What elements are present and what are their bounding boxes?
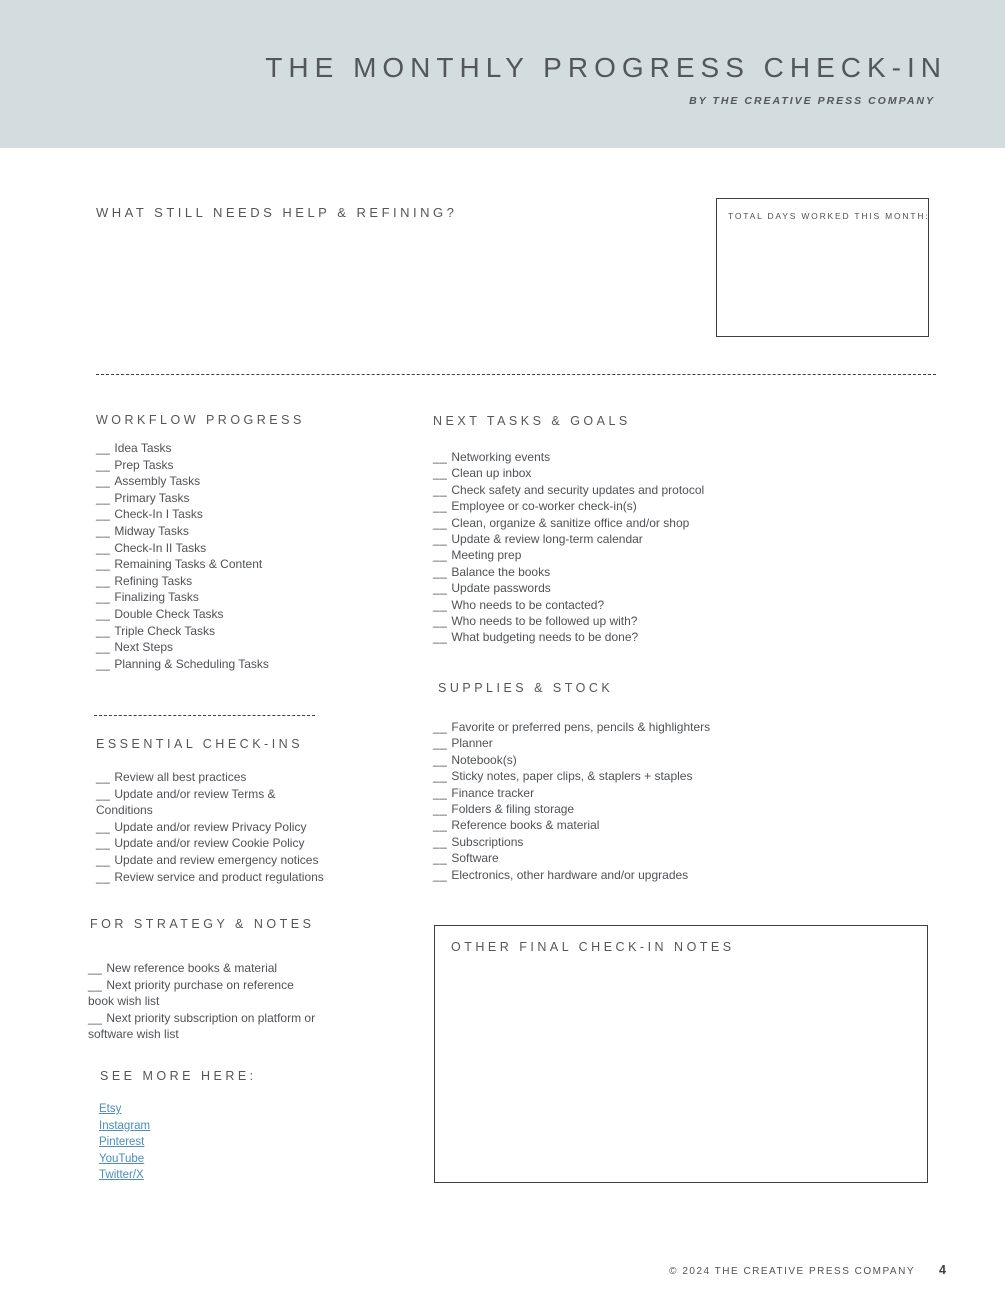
workflow-heading: WORKFLOW PROGRESS [96, 413, 305, 427]
checkbox-blank-line: __ [96, 852, 111, 867]
checklist-item [96, 457, 386, 474]
strategy-heading: FOR STRATEGY & NOTES [90, 917, 315, 931]
checklist-item [96, 852, 328, 869]
checklist-item-label: Meeting prep [451, 548, 522, 563]
link-pinterest[interactable]: Pinterest [99, 1136, 145, 1149]
checklist-item [96, 869, 328, 886]
strategy-list [88, 960, 316, 1043]
checkbox-blank-line: __ [96, 770, 111, 784]
checklist-item-label: Review all best practices [114, 770, 247, 784]
checklist-item [433, 629, 933, 645]
next-tasks-list [433, 449, 933, 646]
page-number: 4 [939, 1263, 946, 1277]
checklist-item [433, 801, 933, 817]
checkbox-blank-line: __ [96, 640, 111, 655]
checklist-item [96, 623, 386, 640]
checklist-item-label: Next priority purchase on reference book wish list [88, 977, 294, 1009]
checklist-item-label: Planning & Scheduling Tasks [114, 656, 269, 671]
header-band [0, 0, 1005, 148]
checklist-item [433, 785, 933, 801]
link-instagram[interactable]: Instagram [99, 1119, 151, 1132]
checkbox-blank-line: __ [96, 656, 111, 671]
checklist-item [96, 786, 328, 819]
checkbox-blank-line: __ [96, 441, 111, 455]
link-youtube[interactable]: YouTube [99, 1152, 145, 1165]
checklist-item-label: Primary Tasks [114, 490, 190, 505]
checklist-item-label: Next Steps [114, 640, 174, 655]
checkbox-blank-line: __ [96, 623, 111, 638]
checklist-item [433, 465, 933, 481]
checkbox-blank-line: __ [433, 515, 448, 530]
checklist-item-label: Finalizing Tasks [114, 590, 199, 605]
checklist-item [96, 835, 328, 852]
checkbox-blank-line: __ [96, 606, 111, 621]
checklist-item-label: Update and/or review Privacy Policy [114, 819, 307, 834]
checkbox-blank-line: __ [433, 597, 448, 612]
page-subtitle: BY THE CREATIVE PRESS COMPANY [689, 95, 935, 107]
supplies-heading: SUPPLIES & STOCK [438, 681, 614, 695]
checklist-item-label: Folders & filing storage [451, 802, 575, 817]
checklist-item [433, 580, 933, 596]
checklist-item-label: Who needs to be contacted? [451, 597, 605, 612]
checklist-item [96, 540, 386, 557]
checkbox-blank-line: __ [96, 540, 111, 555]
checklist-item [433, 867, 933, 883]
checklist-item [433, 719, 933, 735]
checklist-item-label: Employee or co-worker check-in(s) [451, 499, 637, 514]
checkbox-blank-line: __ [433, 548, 448, 563]
final-notes-heading: OTHER FINAL CHECK-IN NOTES [451, 940, 735, 954]
checklist-item-label: Next priority subscription on platform or software wish list [88, 1010, 316, 1042]
checklist-item [433, 834, 933, 850]
checklist-item [433, 735, 933, 751]
checklist-item [88, 977, 316, 1010]
final-notes-box [434, 925, 928, 1183]
footer-copyright: © 2024 THE CREATIVE PRESS COMPANY [669, 1266, 915, 1277]
checklist-item [96, 819, 328, 836]
next-tasks-heading: NEXT TASKS & GOALS [433, 414, 631, 428]
checklist-item [96, 606, 386, 623]
checkbox-blank-line: __ [433, 630, 448, 645]
checklist-item-label: Notebook(s) [451, 752, 517, 767]
checkbox-blank-line: __ [96, 819, 111, 834]
checkbox-blank-line: __ [96, 474, 111, 489]
checkbox-blank-line: __ [88, 977, 103, 992]
checkbox-blank-line: __ [433, 532, 448, 547]
checkbox-blank-line: __ [96, 507, 111, 522]
checklist-item [96, 589, 386, 606]
checklist-item-label: Update & review long-term calendar [451, 532, 643, 547]
checklist-item [433, 752, 933, 768]
checkbox-blank-line: __ [433, 466, 448, 481]
checklist-item [96, 639, 386, 656]
checkbox-blank-line: __ [96, 457, 111, 472]
checklist-item-label: Idea Tasks [114, 441, 172, 455]
checklist-item [433, 597, 933, 613]
checkbox-blank-line: __ [96, 590, 111, 605]
checkbox-blank-line: __ [433, 818, 448, 833]
checklist-item-label: Check-In II Tasks [114, 540, 207, 555]
checklist-item [96, 440, 386, 457]
checkbox-blank-line: __ [433, 851, 448, 866]
checklist-item-label: Planner [451, 736, 493, 751]
checklist-item [96, 473, 386, 490]
dashed-divider-full [96, 374, 936, 375]
checklist-item [96, 769, 328, 786]
social-links [99, 1101, 150, 1184]
checkbox-blank-line: __ [96, 557, 111, 572]
checklist-item-label: Sticky notes, paper clips, & staplers + staples [451, 769, 693, 784]
checklist-item-label: Finance tracker [451, 785, 535, 800]
checklist-item-label: New reference books & material [106, 961, 278, 975]
checkbox-blank-line: __ [433, 482, 448, 497]
page-title: THE MONTHLY PROGRESS CHECK-IN [265, 52, 947, 83]
checklist-item-label: Update passwords [451, 581, 551, 596]
checklist-item-label: Electronics, other hardware and/or upgrades [451, 867, 689, 882]
checkbox-blank-line: __ [433, 450, 448, 464]
checklist-item [96, 506, 386, 523]
checkbox-blank-line: __ [96, 836, 111, 851]
checklist-item [433, 498, 933, 514]
checkbox-blank-line: __ [433, 614, 448, 629]
checkbox-blank-line: __ [433, 752, 448, 767]
checklist-item [433, 817, 933, 833]
essential-heading: ESSENTIAL CHECK-INS [96, 737, 304, 751]
checkbox-blank-line: __ [96, 869, 111, 884]
checkbox-blank-line: __ [433, 802, 448, 817]
checklist-item-label: Favorite or preferred pens, pencils & highlighters [451, 720, 711, 734]
checklist-item [433, 564, 933, 580]
checklist-item-label: Software [451, 851, 499, 866]
checklist-item [433, 531, 933, 547]
checkbox-blank-line: __ [96, 786, 111, 801]
checklist-item-label: Clean, organize & sanitize office and/or shop [451, 515, 690, 530]
checklist-item-label: Check safety and security updates and protocol [451, 482, 705, 497]
see-more-heading: SEE MORE HERE: [100, 1069, 257, 1083]
checklist-item [433, 850, 933, 866]
checklist-item [433, 547, 933, 563]
checkbox-blank-line: __ [88, 961, 103, 975]
checklist-item-label: Refining Tasks [114, 573, 193, 588]
checkbox-blank-line: __ [433, 499, 448, 514]
checklist-item-label: Double Check Tasks [114, 606, 224, 621]
checklist-item [433, 515, 933, 531]
link-twitterx[interactable]: Twitter/X [99, 1169, 144, 1182]
dashed-divider-left [94, 715, 315, 716]
checklist-item-label: Clean up inbox [451, 466, 532, 481]
checkbox-blank-line: __ [96, 523, 111, 538]
checklist-item-label: Check-In I Tasks [114, 507, 203, 522]
checklist-item-label: Balance the books [451, 564, 551, 579]
checklist-item [96, 656, 386, 673]
checkbox-blank-line: __ [433, 720, 448, 734]
checklist-item [88, 960, 316, 977]
checklist-item [96, 556, 386, 573]
question-heading: WHAT STILL NEEDS HELP & REFINING? [96, 205, 458, 220]
checklist-item-label: Remaining Tasks & Content [114, 557, 263, 572]
checkbox-blank-line: __ [433, 834, 448, 849]
checklist-item [96, 573, 386, 590]
checklist-item-label: Update and review emergency notices [114, 852, 319, 867]
checkbox-blank-line: __ [433, 581, 448, 596]
checklist-item-label: Subscriptions [451, 834, 524, 849]
checklist-item [88, 1010, 316, 1043]
checklist-item-label: Prep Tasks [114, 457, 174, 472]
checklist-item-label: Who needs to be followed up with? [451, 614, 638, 629]
checkbox-blank-line: __ [433, 564, 448, 579]
total-days-label: TOTAL DAYS WORKED THIS MONTH: [728, 211, 930, 221]
checklist-item-label: Update and/or review Terms & Conditions [96, 786, 276, 818]
checklist-item [433, 613, 933, 629]
checkbox-blank-line: __ [88, 1010, 103, 1025]
essential-list [96, 769, 328, 885]
workflow-list [96, 440, 386, 672]
checklist-item [96, 523, 386, 540]
checkbox-blank-line: __ [433, 736, 448, 751]
checklist-item [433, 449, 933, 465]
checkbox-blank-line: __ [433, 785, 448, 800]
checkbox-blank-line: __ [96, 573, 111, 588]
checklist-item-label: Review service and product regulations [114, 869, 324, 884]
checkbox-blank-line: __ [433, 769, 448, 784]
checklist-item [96, 490, 386, 507]
checklist-item [433, 768, 933, 784]
checklist-item [433, 482, 933, 498]
checklist-item-label: Midway Tasks [114, 523, 189, 538]
checklist-item-label: What budgeting needs to be done? [451, 630, 639, 645]
supplies-list [433, 719, 933, 883]
checkbox-blank-line: __ [433, 867, 448, 882]
checklist-item-label: Networking events [451, 450, 551, 464]
checklist-item-label: Update and/or review Cookie Policy [114, 836, 305, 851]
checkbox-blank-line: __ [96, 490, 111, 505]
total-days-box [716, 198, 929, 337]
checklist-item-label: Assembly Tasks [114, 474, 201, 489]
link-etsy[interactable]: Etsy [99, 1103, 122, 1115]
checklist-item-label: Reference books & material [451, 818, 600, 833]
checklist-item-label: Triple Check Tasks [114, 623, 216, 638]
